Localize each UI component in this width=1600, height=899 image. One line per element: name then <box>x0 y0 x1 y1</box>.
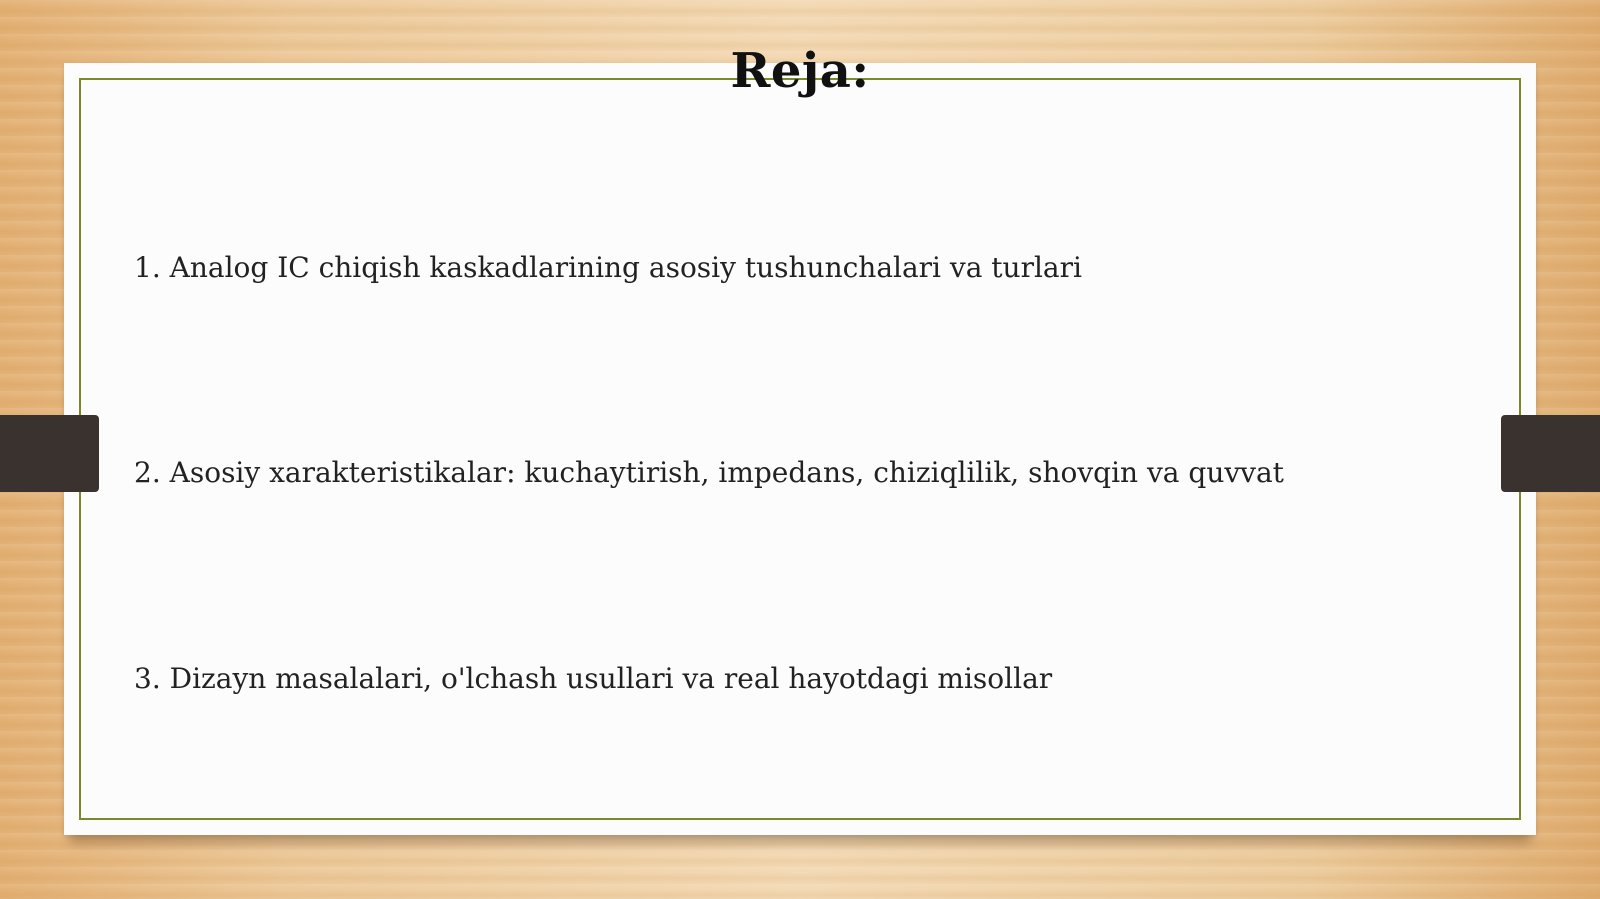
slide-inner-frame <box>79 78 1521 820</box>
right-binder-clip <box>1501 415 1600 492</box>
left-binder-clip <box>0 415 99 492</box>
plan-item-3: 3. Dizayn masalalari, o'lchash usullari va real hayotdagi misollar <box>134 662 1053 695</box>
slide-title: Reja: <box>730 43 870 99</box>
slide-card <box>64 63 1536 835</box>
plan-item-1: 1. Analog IC chiqish kaskadlarining asosiy tushunchalari va turlari <box>134 251 1082 284</box>
plan-item-2: 2. Asosiy xarakteristikalar: kuchaytirish, impedans, chiziqlilik, shovqin va quvvat <box>134 456 1284 489</box>
